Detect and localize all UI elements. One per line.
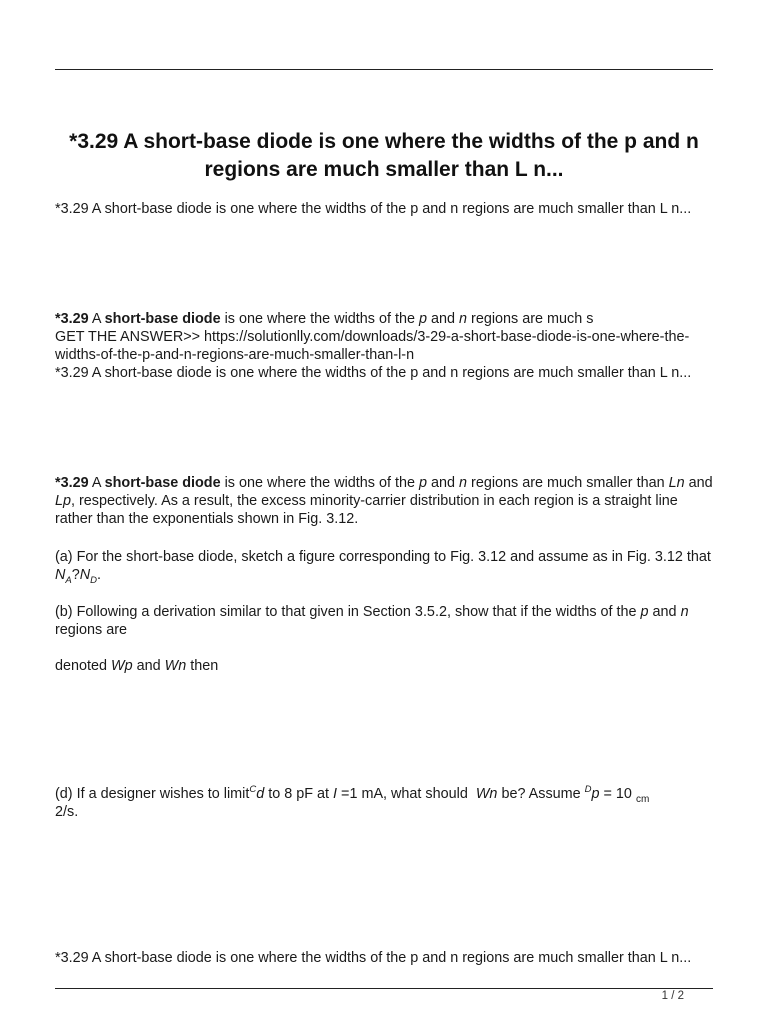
problem-number: *3.29: [55, 311, 89, 327]
bottom-rule: [55, 988, 713, 989]
summary-paragraph: *3.29 A short-base diode is one where the widths of the p and n regions are much smaller than L n...: [55, 201, 692, 217]
page-number: 1 / 2: [661, 990, 684, 1002]
part-a: (a) For the short-base diode, sketch a figure corresponding to Fig. 3.12 and assume as in Fig. 3.12 that $N_A?N_D$.: [55, 549, 711, 586]
problem-number: *3.29: [55, 475, 89, 491]
part-b: (b) Following a derivation similar to that given in Section 3.5.2, show that if the widths of the p and n regions are: [55, 604, 689, 638]
summary-paragraph-footer: *3.29 A short-base diode is one where the widths of the p and n regions are much smaller than L n...: [55, 950, 692, 966]
preview-block: [55, 310, 715, 382]
preview-repeat: *3.29 A short-base diode is one where the widths of the p and n regions are much smaller than L n...: [55, 365, 692, 381]
top-rule: [55, 69, 713, 70]
short-base-diode-term: short-base diode: [104, 311, 221, 327]
preview-line: *3.29 A short-base diode is one where the widths of the p and n regions are much s: [55, 311, 594, 327]
get-answer-link[interactable]: GET THE ANSWER>> https://solutionlly.com/downloads/3-29-a-short-base-diode-is-one-where-the-widths-of-the-p-and-n-regions-are-much-smaller-than-l-n: [55, 329, 690, 363]
part-d: (d) If a designer wishes to limit$^C$d to 8 pF at I =1 mA, what should Wn be? Assume $^D$p = 10 $_{cm}$ 2/s.: [55, 784, 650, 820]
denoted-line: denoted Wp and Wn then: [55, 658, 219, 674]
page-title: *3.29 A short-base diode is one where the widths of the p and n regions are much smaller than L n...: [69, 130, 699, 181]
short-base-diode-term: short-base diode: [104, 475, 221, 491]
problem-statement: *3.29 A short-base diode is one where the widths of the p and n regions are much smaller than Ln and Lp, respectively. As a result, the excess minority-carrier distribution in each region is a straight line rather than the exponentials shown in Fig. 3.12.: [55, 475, 713, 527]
